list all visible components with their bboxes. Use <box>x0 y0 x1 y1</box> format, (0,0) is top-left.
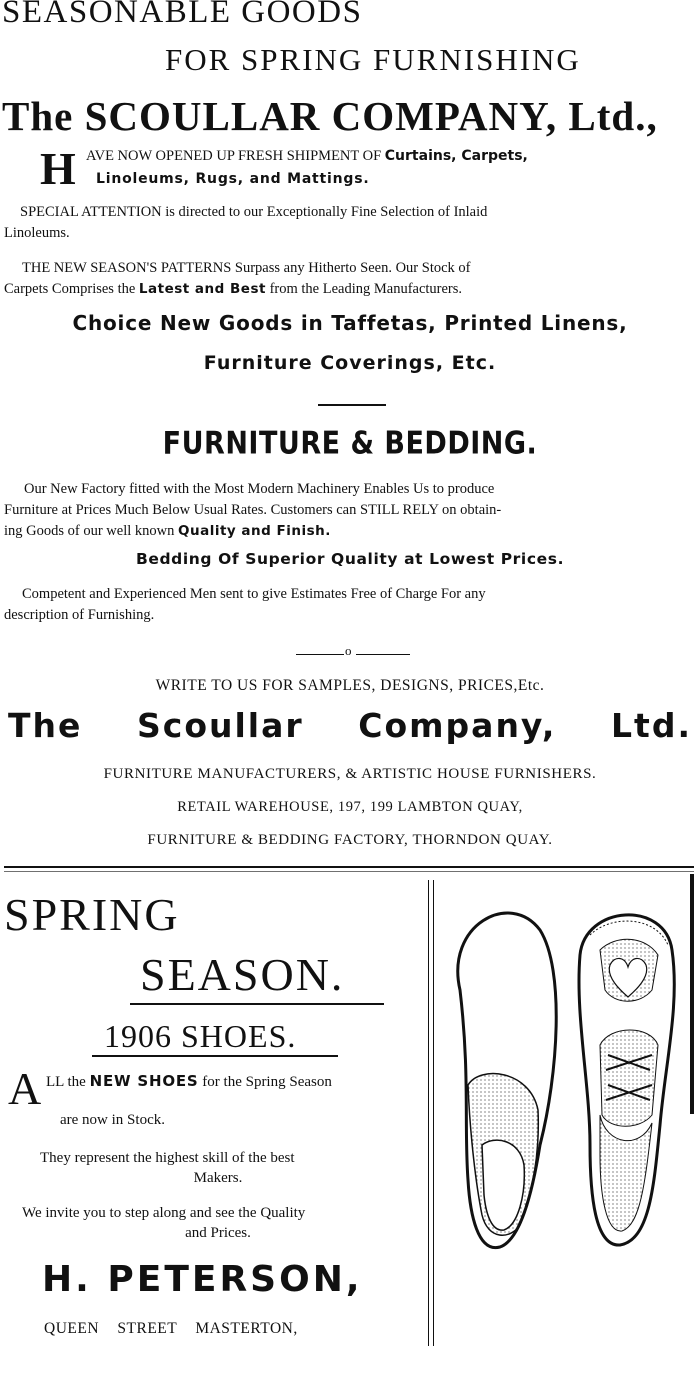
body-line-2: are now in Stock. <box>60 1112 165 1128</box>
column-rule-left <box>428 880 429 1346</box>
merchant-address: QUEEN STREET MASTERTON, <box>44 1320 298 1337</box>
headline-spring-furnishing: FOR SPRING FURNISHING <box>165 42 581 77</box>
separator-left-dash <box>296 654 344 655</box>
special-line-2: Linoleums. <box>4 225 70 241</box>
body-line-1 <box>46 1072 332 1091</box>
factory-line-2: Furniture at Prices Much Below Usual Rates. Customers can STILL RELY on obtain- <box>4 502 502 518</box>
represent-paragraph <box>8 1148 428 1188</box>
intro-text: AVE NOW OPENED UP FRESH SHIPMENT OF <box>86 148 382 164</box>
factory-paragraph <box>4 479 698 542</box>
patterns-line-1: THE NEW SEASON'S PATTERNS Surpass any Hitherto Seen. Our Stock of <box>22 260 471 276</box>
factory-line-3 <box>4 521 698 542</box>
intro-line-2: Linoleums, Rugs, and Mattings. <box>96 171 370 187</box>
competent-paragraph <box>4 584 698 626</box>
headline-seasonable-goods: SEASONABLE GOODS <box>2 0 363 30</box>
patterns-text-b: from the Leading Manufacturers. <box>269 281 463 297</box>
factory-line-1: Our New Factory fitted with the Most Modern Machinery Enables Us to produce <box>24 481 495 497</box>
body-text-b: for the Spring Season <box>202 1074 332 1090</box>
competent-line-1: Competent and Experienced Men sent to give Estimates Free of Charge For any <box>22 586 486 602</box>
represent-line-1: They represent the highest skill of the best <box>40 1150 295 1166</box>
patterns-bold: Latest and Best <box>138 281 266 297</box>
retail-warehouse: RETAIL WAREHOUSE, 197, 199 LAMBTON QUAY, <box>177 799 523 815</box>
bedding-quality: Bedding Of Superior Quality at Lowest Prices. <box>135 550 565 568</box>
subtitle-underline <box>92 1055 338 1057</box>
special-attention-paragraph <box>4 202 698 244</box>
patterns-line-2 <box>4 279 698 300</box>
factory-address: FURNITURE & BEDDING FACTORY, THORNDON QUAY. <box>147 832 553 848</box>
write-to-us: WRITE TO US FOR SAMPLES, DESIGNS, PRICES,Etc. <box>155 677 545 694</box>
competent-line-2: description of Furnishing. <box>4 607 155 623</box>
merchant-name: H. PETERSON, <box>42 1259 363 1300</box>
body-bold-new-shoes: NEW SHOES <box>89 1072 199 1090</box>
company-banner: The SCOULLAR COMPANY, Ltd., <box>2 93 658 139</box>
patterns-paragraph <box>4 258 698 300</box>
spring-title: SPRING <box>4 889 180 940</box>
invite-line-2: and Prices. <box>185 1225 251 1241</box>
separator-right-dash <box>356 654 410 655</box>
column-rule-left-2 <box>433 880 434 1346</box>
invite-paragraph <box>8 1203 428 1243</box>
season-underline <box>130 1003 384 1005</box>
special-line-1: SPECIAL ATTENTION is directed to our Exceptionally Fine Selection of Inlaid <box>20 204 488 220</box>
separator-mark: o <box>345 643 352 658</box>
season-title: SEASON. <box>140 949 345 1000</box>
choice-goods-line-1: Choice New Goods in Taffetas, Printed Linens, <box>72 311 628 335</box>
intro-bold-curtains: Curtains, Carpets, <box>384 148 528 164</box>
shoe-sole-view <box>458 913 556 1248</box>
body-text-a: LL the <box>46 1074 86 1090</box>
factory-bold: Quality and Finish. <box>178 523 331 539</box>
shoe-illustration-icon <box>440 895 690 1265</box>
ad-separator-rule <box>4 866 694 868</box>
furniture-bedding-title: FURNITURE & BEDDING. <box>162 425 538 462</box>
company-footer: The Scoullar Company, Ltd. <box>8 706 692 745</box>
intro-line-1 <box>86 148 528 165</box>
shoes-1906-subtitle: 1906 SHOES. <box>104 1018 297 1054</box>
patterns-text-a: Carpets Comprises the <box>4 281 136 297</box>
represent-line-2: Makers. <box>193 1170 243 1186</box>
shoe-top-view <box>579 915 674 1245</box>
factory-text-a: ing Goods of our well known <box>4 523 175 539</box>
choice-goods-line-2: Furniture Coverings, Etc. <box>203 352 497 374</box>
column-rule-right <box>690 874 694 1114</box>
ad-separator-rule-thin <box>4 871 694 872</box>
invite-line-1: We invite you to step along and see the Quality <box>22 1205 306 1221</box>
manufacturers-line: FURNITURE MANUFACTURERS, & ARTISTIC HOUSE FURNISHERS. <box>103 766 597 782</box>
body-drop-initial: A <box>8 1063 42 1114</box>
intro-drop-initial: H <box>40 143 76 194</box>
divider-short <box>318 404 386 406</box>
